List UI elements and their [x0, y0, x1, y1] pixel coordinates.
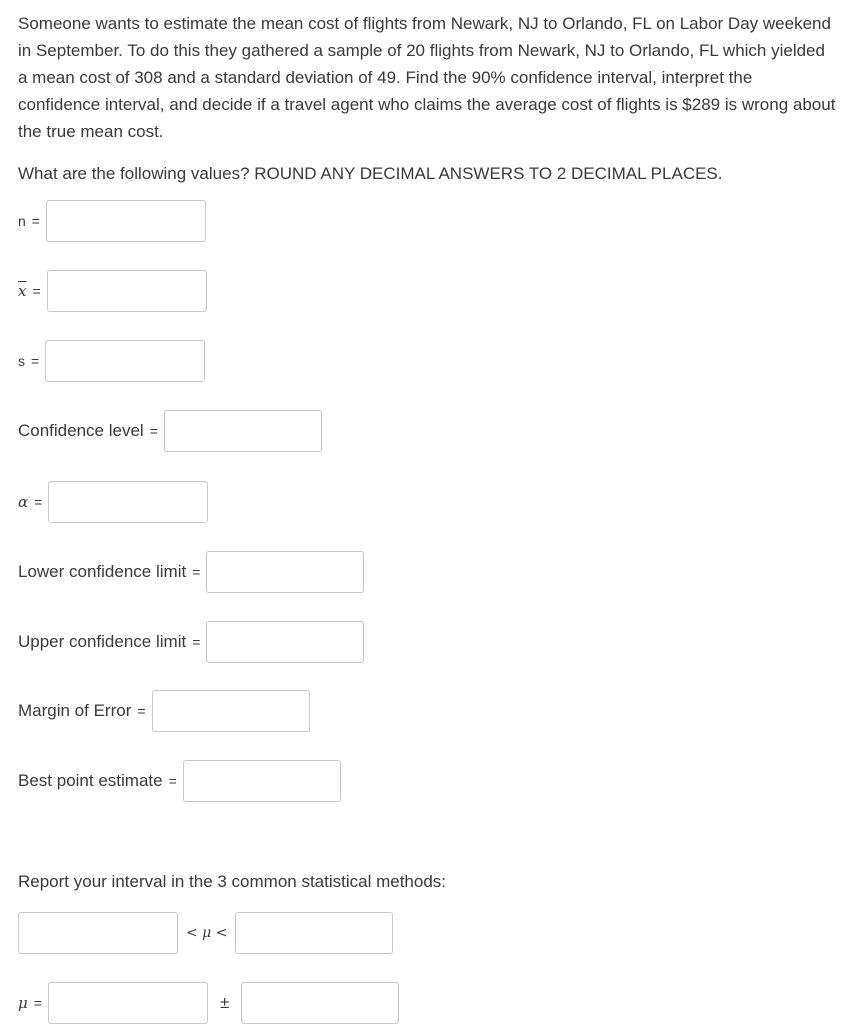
equals-sign: =: [192, 634, 201, 650]
equals-sign: =: [34, 494, 43, 510]
plus-minus-symbol: ±: [219, 993, 230, 1012]
margin-of-error-label: Margin of Error: [18, 701, 132, 720]
instruction-text: What are the following values? ROUND ANY DECIMAL ANSWERS TO 2 DECIMAL PLACES.: [18, 164, 723, 183]
plus-minus-row: [18, 982, 399, 1024]
s-row: [18, 340, 205, 382]
xbar-label: $\overline{x}$: [18, 282, 27, 300]
xbar-input[interactable]: [47, 270, 207, 312]
n-label: n: [18, 213, 26, 229]
lt-mu-lt-operator: < μ <: [186, 925, 228, 941]
alpha-row: [18, 481, 208, 523]
pm-margin-input[interactable]: [241, 982, 399, 1024]
confidence-level-input[interactable]: [164, 410, 322, 452]
report-instruction: Report your interval in the 3 common statistical methods:: [18, 872, 447, 891]
confidence-level-label: Confidence level: [18, 421, 144, 440]
mu-symbol: μ: [18, 994, 28, 1012]
inequality-upper-input[interactable]: [235, 912, 393, 954]
n-input[interactable]: [46, 200, 206, 242]
upper-limit-row: [18, 621, 364, 663]
alpha-input[interactable]: [48, 481, 208, 523]
equals-sign: =: [137, 703, 146, 719]
s-label: s: [18, 353, 25, 369]
equals-sign: =: [33, 995, 42, 1011]
xbar-row: [18, 270, 207, 312]
lower-limit-row: [18, 551, 364, 593]
best-point-estimate-label: Best point estimate: [18, 771, 163, 790]
alpha-label: α: [18, 493, 29, 511]
inequality-row: [18, 912, 393, 954]
s-input[interactable]: [45, 340, 205, 382]
equals-sign: =: [192, 564, 201, 580]
upper-limit-input[interactable]: [206, 621, 364, 663]
pm-center-input[interactable]: [48, 982, 208, 1024]
inequality-lower-input[interactable]: [18, 912, 178, 954]
equals-sign: =: [31, 213, 40, 229]
confidence-level-row: [18, 410, 322, 452]
best-point-estimate-row: [18, 760, 341, 802]
question-text: Someone wants to estimate the mean cost of flights from Newark, NJ to Orlando, FL on Labor Day weekend in September. To do this they gathered a sample of 20 flights from Newark, NJ to Orlando, FL which yielded a mean cost of 308 and a standard deviation of 49. Find the 90% confidence interval, interpret the confidence interval, and decide if a travel agent who claims the average cost of flights is $289 is wrong about the true mean cost.: [18, 14, 836, 141]
equals-sign: =: [31, 353, 40, 369]
best-point-estimate-input[interactable]: [183, 760, 341, 802]
margin-of-error-input[interactable]: [152, 690, 310, 732]
n-row: [18, 200, 206, 242]
equals-sign: =: [32, 283, 41, 299]
equals-sign: =: [168, 773, 177, 789]
lower-limit-label: Lower confidence limit: [18, 562, 187, 581]
margin-of-error-row: [18, 690, 310, 732]
equals-sign: =: [149, 423, 158, 439]
lower-limit-input[interactable]: [206, 551, 364, 593]
upper-limit-label: Upper confidence limit: [18, 632, 187, 651]
